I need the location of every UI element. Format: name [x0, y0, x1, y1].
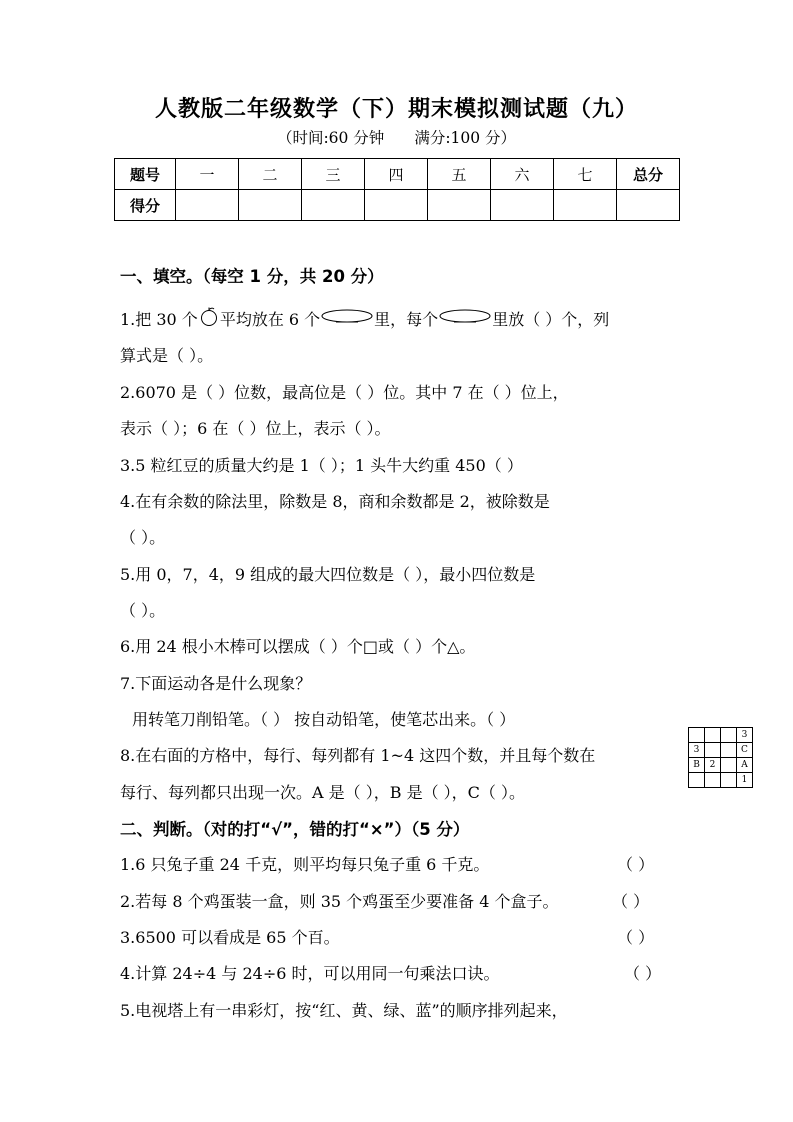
grid-cell	[721, 728, 737, 743]
grid-cell	[705, 743, 721, 758]
score-cell	[428, 190, 491, 221]
plate-icon	[438, 307, 492, 325]
question-2-line-2: 表示（ ）；6 在（ ）位上，表示（ ）。	[120, 419, 391, 438]
question-8-line-2: 每行、每列都只出现一次。A 是（ ），B 是（ ），C（ ）。	[120, 783, 525, 802]
header-cell-3: 三	[302, 159, 365, 190]
plate-icon	[320, 307, 374, 325]
question-2-line-1: 2.6070 是（ ）位数，最高位是（ ）位。其中 7 在（ ）位上，	[120, 383, 569, 402]
header-cell-label: 题号	[115, 159, 176, 190]
judge-item-4-mark: （ ）	[624, 964, 662, 983]
question-3: 3.5 粒红豆的质量大约是 1（ ）；1 头牛大约重 450（ ）	[120, 456, 523, 475]
grid-cell: 3	[737, 728, 753, 743]
header-cell-7: 七	[554, 159, 617, 190]
header-cell-1: 一	[176, 159, 239, 190]
score-cell	[365, 190, 428, 221]
header-cell-total: 总分	[617, 159, 680, 190]
question-5-line-2: （ ）。	[120, 601, 166, 620]
grid-cell	[689, 728, 705, 743]
question-7-line-1: 7.下面运动各是什么现象？	[120, 674, 312, 693]
header-cell-5: 五	[428, 159, 491, 190]
header-cell-2: 二	[239, 159, 302, 190]
header-cell-6: 六	[491, 159, 554, 190]
score-cell	[176, 190, 239, 221]
grid-cell: B	[689, 758, 705, 773]
question-5-line-1: 5.用 0，7，4，9 组成的最大四位数是（ ），最小四位数是	[120, 565, 536, 584]
time-limit: （时间:60 分钟	[276, 129, 385, 147]
judge-item-3-mark: （ ）	[617, 928, 655, 947]
judge-item-3: 3.6500 可以看成是 65 个百。	[120, 928, 340, 947]
score-row-label: 得分	[115, 190, 176, 221]
grid-cell	[721, 758, 737, 773]
score-table	[114, 158, 680, 221]
grid-cell: C	[737, 743, 753, 758]
page-subtitle	[0, 126, 793, 148]
grid-cell	[705, 773, 721, 788]
judge-item-4: 4.计算 24÷4 与 24÷6 时，可以用同一句乘法口诀。	[120, 964, 500, 983]
apple-icon	[198, 307, 220, 325]
question-4-line-1: 4.在有余数的除法里，除数是 8，商和余数都是 2，被除数是	[120, 492, 550, 511]
judge-item-2-mark: （ ）	[612, 892, 650, 911]
header-cell-4: 四	[365, 159, 428, 190]
question-8-line-1: 8.在右面的方格中，每行、每列都有 1~4 这四个数，并且每个数在	[120, 746, 596, 765]
score-table-score-row	[115, 190, 680, 221]
judge-item-1: 1.6 只兔子重 24 千克，则平均每只兔子重 6 千克。	[120, 855, 490, 874]
judge-item-2: 2.若每 8 个鸡蛋装一盒，则 35 个鸡蛋至少要准备 4 个盒子。	[120, 892, 559, 911]
section1-heading: 一、填空。（每空 1 分，共 20 分）	[120, 267, 384, 286]
full-score: 满分:100 分）	[414, 129, 517, 147]
grid-cell	[721, 773, 737, 788]
question-4-line-2: （ ）。	[120, 528, 166, 547]
grid-cell: 1	[737, 773, 753, 788]
grid-cell: 3	[689, 743, 705, 758]
judge-item-1-mark: （ ）	[617, 855, 655, 874]
grid-cell	[705, 728, 721, 743]
grid-cell: 2	[705, 758, 721, 773]
judge-item-5: 5.电视塔上有一串彩灯，按“红、黄、绿、蓝”的顺序排列起来，	[120, 1001, 568, 1020]
question-1-line-2: 算式是（ ）。	[120, 346, 214, 365]
score-table-header-row	[115, 159, 680, 190]
score-cell	[239, 190, 302, 221]
score-cell	[617, 190, 680, 221]
grid-cell: A	[737, 758, 753, 773]
question-6: 6.用 24 根小木棒可以摆成（ ）个□或（ ）个△。	[120, 637, 476, 656]
score-cell	[554, 190, 617, 221]
question-7-line-2: 用转笔刀削铅笔。（ ） 按自动铅笔，使笔芯出来。（ ）	[132, 710, 516, 729]
page-title: 人教版二年级数学（下）期末模拟测试题（九）	[154, 97, 638, 122]
number-grid	[688, 727, 753, 788]
grid-cell	[721, 743, 737, 758]
score-cell	[491, 190, 554, 221]
grid-cell	[689, 773, 705, 788]
section2-heading: 二、判断。（对的打“√”，错的打“×”）（5 分）	[120, 820, 470, 839]
score-cell	[302, 190, 365, 221]
question-1-line-1: 1.把 30 个 平均放在 6 个 里，每个 里放（ ）个，列	[120, 307, 609, 330]
